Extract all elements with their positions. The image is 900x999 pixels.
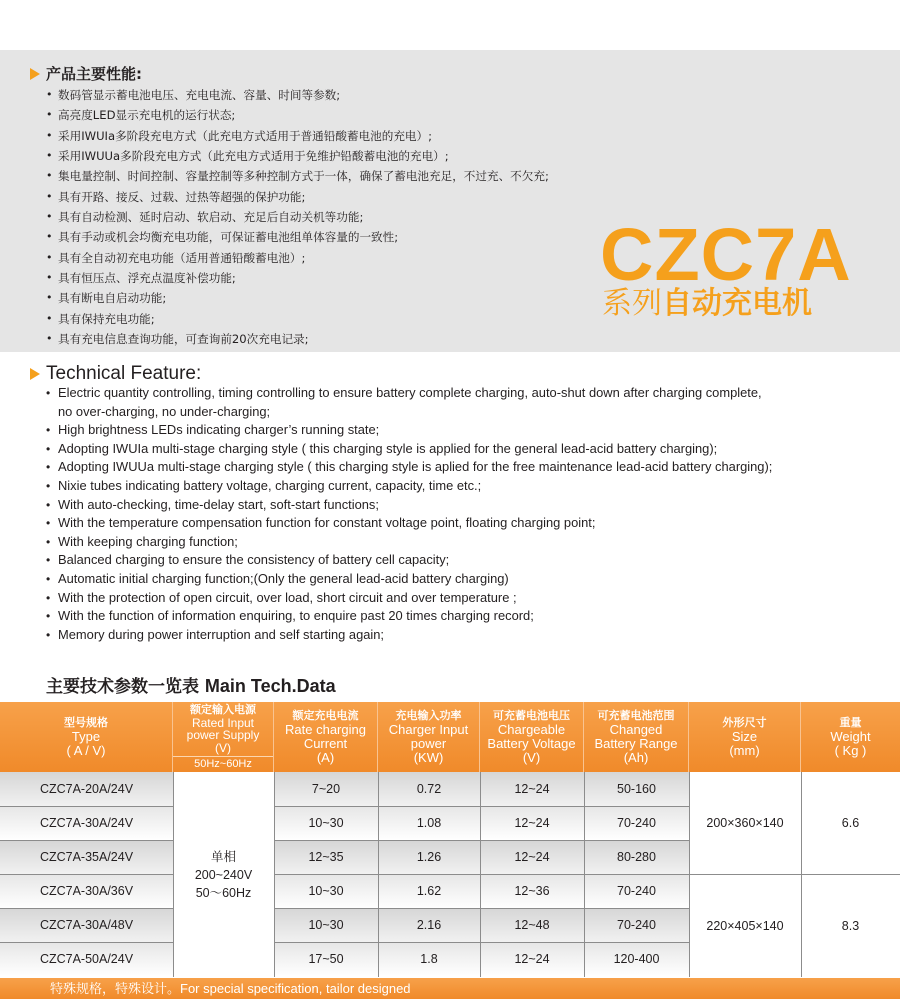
grid-line — [173, 772, 174, 977]
header-en: Type — [71, 729, 101, 744]
header-zh: 重量 — [839, 716, 862, 729]
brand-series-bold: 自动充电机 — [662, 286, 812, 321]
list-item: • Nixie tubes indicating battery voltage, charging current, capacity, time etc.; — [46, 477, 772, 496]
cell-current: 10~30 — [308, 816, 344, 830]
list-item: • 具有开路、接反、过载、过热等超强的保护功能; — [46, 187, 549, 207]
grid-line — [274, 942, 689, 943]
header-range — [584, 702, 689, 772]
header-en: power — [410, 736, 447, 751]
header-unit: (A) — [316, 750, 335, 765]
table-title-en: Main Tech.Data — [204, 676, 336, 696]
cell-range: 80-280 — [617, 850, 656, 864]
list-item: • 具有自动检测、延时启动、软启动、充足后自动关机等功能; — [46, 207, 549, 227]
list-item: • With the protection of open circuit, over load, short circuit and over temperature ; — [46, 589, 772, 608]
header-rated-input — [173, 702, 274, 772]
input-phase: 单相 — [210, 848, 236, 864]
grid-line — [274, 806, 689, 807]
list-item: • 数码管显示蓄电池电压、充电电流、容量、时间等参数; — [46, 85, 549, 105]
features-en-heading — [30, 363, 201, 385]
list-item: • With auto-checking, time-delay start, soft-start functions; — [46, 496, 772, 515]
features-cn-heading — [30, 63, 142, 84]
cell-voltage: 12~24 — [514, 816, 550, 830]
grid-line — [0, 908, 173, 909]
cell-current: 10~30 — [308, 918, 344, 932]
features-en-heading-text: Technical Feature: — [46, 363, 202, 384]
spec-table — [0, 702, 900, 999]
header-unit: (V) — [522, 750, 541, 765]
grid-line — [274, 840, 689, 841]
header-en: power Supply — [186, 728, 260, 743]
list-item: • 高亮度LED显示充电机的运行状态; — [46, 105, 549, 125]
list-item-text: Electric quantity controlling, timing controlling to ensure battery complete charging, auto-shut down after charging complete, — [58, 385, 762, 400]
list-item: • 集电量控制、时间控制、容量控制等多种控制方式于一体，确保了蓄电池充足，不过充、不欠充; — [46, 166, 549, 186]
header-power — [378, 702, 480, 772]
brand-model: CZC7A — [600, 213, 852, 296]
list-item: • Adopting IWUIa multi-stage charging style ( this charging style is applied for the general lead-acid battery charging); — [46, 440, 772, 459]
cell-voltage: 12~24 — [514, 850, 550, 864]
list-item: • With the temperature compensation function for constant voltage point, floating charging point; — [46, 514, 772, 533]
grid-line — [0, 806, 173, 807]
list-item-continuation: no over-charging, no under-charging; — [58, 403, 271, 419]
header-en: Rated Input — [191, 715, 255, 730]
header-unit: (V) — [215, 740, 231, 755]
header-zh: 外形尺寸 — [722, 716, 767, 729]
cell-voltage: 12~24 — [514, 782, 550, 796]
footer-note-en: For special specification, tailor designed — [180, 981, 411, 996]
grid-line — [0, 874, 173, 875]
list-item: • 具有保持充电功能; — [46, 309, 549, 329]
cell-voltage: 12~48 — [514, 918, 550, 932]
footer-note-cn: 特殊规格，特殊设计。 — [50, 982, 181, 997]
header-unit: ( A / V) — [66, 743, 106, 758]
header-zh: 充电输入功率 — [395, 709, 462, 722]
grid-line — [274, 908, 689, 909]
table-title — [46, 672, 336, 697]
footer-note — [0, 978, 900, 999]
header-en: Changed — [609, 722, 663, 737]
header-unit: (Ah) — [623, 750, 649, 765]
header-en: Weight — [830, 729, 871, 744]
list-item: • With keeping charging function; — [46, 533, 772, 552]
cell-current: 10~30 — [308, 884, 344, 898]
features-cn-heading-text: 产品主要性能: — [46, 65, 142, 83]
header-en: Battery Range — [594, 736, 678, 751]
header-weight — [801, 702, 900, 772]
cell-power: 1.8 — [420, 952, 438, 966]
list-item: • High brightness LEDs indicating charger’s running state; — [46, 421, 772, 440]
grid-line — [274, 874, 900, 875]
cell-input-supply — [173, 772, 274, 977]
header-zh: 额定输入电源 — [190, 702, 256, 716]
header-en: Charger Input — [388, 722, 469, 737]
brand-series-light: 系列 — [602, 286, 662, 321]
header-en: Rate charging — [285, 722, 366, 737]
cell-power: 1.26 — [416, 850, 442, 864]
features-en-list — [46, 384, 772, 644]
list-item: • Memory during power interruption and self starting again; — [46, 626, 772, 645]
header-zh: 可充蓄电池范围 — [597, 709, 675, 722]
header-zh: 型号规格 — [64, 716, 108, 729]
header-type — [0, 702, 173, 772]
header-size — [689, 702, 801, 772]
list-item: • 具有手动或机会均衡充电功能，可保证蓄电池组单体容量的一致性; — [46, 227, 549, 247]
input-frequency: 50～60Hz — [195, 885, 252, 900]
header-zh: 可充蓄电池电压 — [493, 709, 570, 722]
header-zh: 额定充电电流 — [292, 709, 359, 722]
list-item: • 具有恒压点、浮充点温度补偿功能; — [46, 268, 549, 288]
list-item: • Automatic initial charging function;(Only the general lead-acid battery charging) — [46, 570, 772, 589]
cell-power: 1.62 — [416, 884, 442, 898]
cell-type: CZC7A-20A/24V — [39, 782, 134, 796]
cell-power: 1.08 — [416, 816, 442, 830]
header-frequency: 50Hz~60Hz — [173, 756, 273, 771]
cell-type: CZC7A-30A/36V — [39, 884, 134, 898]
header-voltage — [480, 702, 584, 772]
header-unit: (mm) — [729, 743, 760, 758]
header-unit: (KW) — [413, 750, 444, 765]
cell-range: 70-240 — [617, 918, 656, 932]
list-item: • 采用IWUIa多阶段充电方式（此充电方式适用于普通铅酸蓄电池的充电）; — [46, 126, 549, 146]
cell-type: CZC7A-30A/24V — [39, 816, 134, 830]
cell-voltage: 12~36 — [514, 884, 550, 898]
header-unit: ( Kg ) — [834, 743, 867, 758]
cell-type: CZC7A-30A/48V — [39, 918, 134, 932]
cell-size-group1: 200×360×140 — [689, 772, 801, 874]
cell-range: 70-240 — [617, 884, 656, 898]
cell-current: 17~50 — [308, 952, 344, 966]
features-cn-list — [46, 85, 549, 349]
table-title-cn: 主要技术参数一览表 — [46, 677, 199, 697]
input-voltage: 200~240V — [194, 867, 253, 882]
list-item: • 采用IWUUa多阶段充电方式（此充电方式适用于免维护铅酸蓄电池的充电）; — [46, 146, 549, 166]
list-item: • 具有充电信息查询功能，可查询前20次充电记录; — [46, 329, 549, 349]
header-en: Size — [731, 729, 758, 744]
list-item: • 具有全自动初充电功能（适用普通铅酸蓄电池）; — [46, 248, 549, 268]
cell-range: 70-240 — [617, 816, 656, 830]
header-en: Battery Voltage — [487, 736, 576, 751]
triangle-bullet-icon — [30, 368, 40, 380]
cell-weight-group2: 8.3 — [801, 874, 900, 977]
cell-type: CZC7A-50A/24V — [39, 952, 134, 966]
brand-series — [602, 284, 812, 324]
header-en: Current — [303, 736, 348, 751]
grid-line — [0, 840, 173, 841]
cell-weight-group1: 6.6 — [801, 772, 900, 874]
list-item: • With the function of information enquiring, to enquire past 20 times charging record; — [46, 607, 772, 626]
cell-range: 120-400 — [613, 952, 660, 966]
list-item: • Balanced charging to ensure the consistency of battery cell capacity; — [46, 551, 772, 570]
cell-current: 7~20 — [311, 782, 341, 796]
cell-voltage: 12~24 — [514, 952, 550, 966]
cell-type: CZC7A-35A/24V — [39, 850, 134, 864]
header-current — [274, 702, 378, 772]
grid-line — [0, 942, 173, 943]
header-en: Chargeable — [497, 722, 566, 737]
cell-power: 0.72 — [416, 782, 442, 796]
list-item — [46, 384, 772, 421]
triangle-bullet-icon — [30, 68, 40, 80]
cell-range: 50-160 — [617, 782, 656, 796]
list-item: • Adopting IWUUa multi-stage charging style ( this charging style is aplied for the free maintenance lead-acid battery charging); — [46, 458, 772, 477]
cell-power: 2.16 — [416, 918, 442, 932]
cell-current: 12~35 — [308, 850, 344, 864]
list-item: • 具有断电自启动功能; — [46, 288, 549, 308]
cell-size-group2: 220×405×140 — [689, 874, 801, 977]
